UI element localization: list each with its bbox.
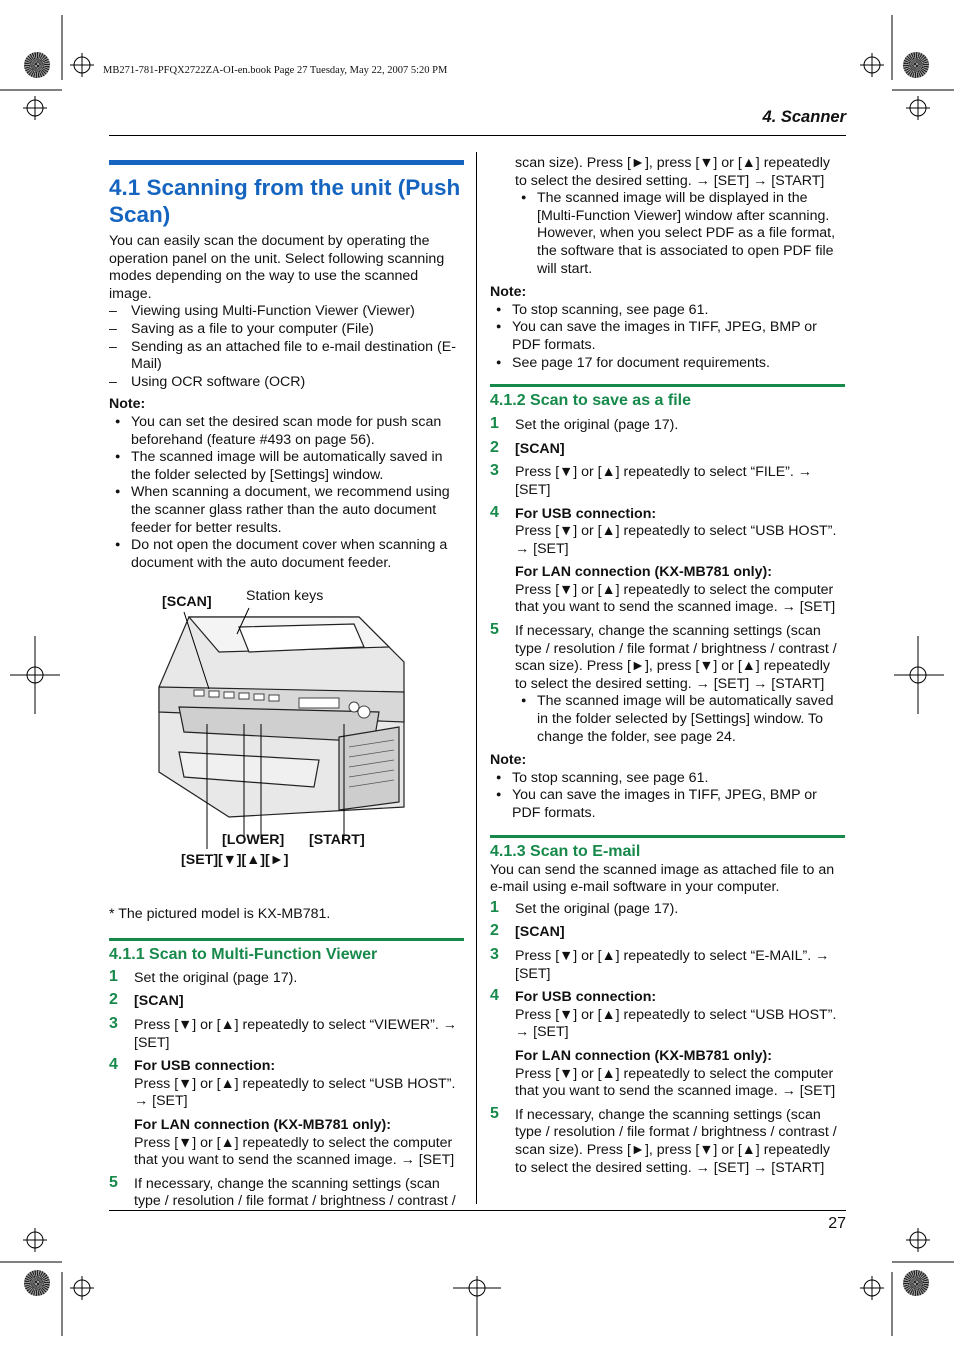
- step: [109, 967, 464, 988]
- step-number: 4: [490, 503, 499, 521]
- step: [490, 438, 845, 459]
- step: [490, 924, 845, 942]
- step: [490, 623, 845, 693]
- intro-text: You can easily scan the document by operating the operation panel on the unit. Select following scanning modes depending on the way to use the scanned image.: [109, 233, 445, 302]
- chapter-title: 4. Scanner: [762, 108, 846, 126]
- step: [109, 993, 464, 1011]
- step-text: Set the original (page 17).: [515, 900, 679, 917]
- step-list: [490, 417, 845, 746]
- step-number: 5: [490, 621, 499, 639]
- print-file-info: MB271-781-PFQX2722ZA-OI-en.book Page 27 Tuesday, May 22, 2007 5:20 PM: [103, 65, 448, 76]
- list-item: – Saving as a file to your computer (File): [109, 321, 464, 339]
- note-item: ● You can set the desired scan mode for push scan beforehand (feature #493 on page 56).: [109, 414, 464, 449]
- step-number: 1: [490, 415, 499, 433]
- right-column: [490, 155, 845, 1177]
- step: [490, 989, 845, 1101]
- step-number: 5: [109, 1173, 118, 1191]
- note-label: Note:: [490, 752, 527, 769]
- step-text: Set the original (page 17).: [134, 969, 298, 986]
- step-number: 3: [490, 462, 499, 480]
- step-number: 1: [109, 967, 118, 985]
- subsection-heading: 4.1.3 Scan to E-mail: [490, 842, 641, 860]
- note-item: ● You can save the images in TIFF, JPEG, BMP or PDF formats.: [490, 787, 845, 822]
- continued-step-text: scan size). Press [►], press [▼] or [▲] repeatedly to select the desired setting. → [SET] → [START]: [515, 155, 830, 189]
- step: [490, 898, 845, 919]
- step-text: Press [▼] or [▲] repeatedly to select “USB HOST”. → [SET]: [515, 1006, 837, 1041]
- step-number: 2: [490, 922, 499, 940]
- label-set-keys: [SET][▼][▲][►]: [181, 852, 289, 869]
- callout-lines: [109, 594, 464, 894]
- step-text: Press [▼] or [▲] repeatedly to select “VIEWER”. → [SET]: [134, 1017, 457, 1051]
- intro-text: You can send the scanned image as attached file to an e-mail using e-mail software in your computer.: [490, 861, 835, 896]
- step-text: [SCAN]: [515, 440, 565, 457]
- step-text: Press [▼] or [▲] repeatedly to select the computer that you want to send the scanned image. → [SET]: [515, 1065, 836, 1100]
- subsection-bar: [490, 835, 845, 838]
- step-bullet: ● The scanned image will be automatically saved in the folder selected by [Settings] window. To change the folder, see page 24.: [515, 693, 845, 746]
- step-text: Press [▼] or [▲] repeatedly to select “USB HOST”. → [SET]: [515, 523, 837, 557]
- step-number: 4: [490, 987, 499, 1005]
- footnote: * The pictured model is KX-MB781.: [109, 906, 331, 923]
- step: [109, 1058, 464, 1170]
- label-station-keys: Station keys: [246, 588, 324, 605]
- step-subtitle: For LAN connection (KX-MB781 only):: [515, 1047, 772, 1064]
- note-item: ● The scanned image will be automatically saved in the folder selected by [Settings] window.: [109, 449, 464, 484]
- step: [490, 1104, 845, 1177]
- list-item: – Viewing using Multi-Function Viewer (Viewer): [109, 303, 464, 321]
- step-number: 1: [490, 898, 499, 916]
- mode-list: [109, 303, 464, 391]
- step-number: 4: [109, 1056, 118, 1074]
- step-number: 2: [490, 438, 499, 456]
- page-number: 27: [828, 1215, 846, 1232]
- step-subtitle: For LAN connection (KX-MB781 only):: [134, 1117, 391, 1134]
- list-item: – Sending as an attached file to e-mail destination (E-Mail): [109, 339, 464, 374]
- note-item: ● See page 17 for document requirements.: [490, 355, 845, 373]
- step: [490, 464, 845, 499]
- step-text: Press [▼] or [▲] repeatedly to select “FILE”. → [SET]: [515, 464, 812, 498]
- column-divider: [476, 152, 477, 1204]
- subsection-heading: 4.1.1 Scan to Multi-Function Viewer: [109, 945, 378, 963]
- step-text: If necessary, change the scanning settings (scan type / resolution / file format / brightness / contrast /: [134, 1175, 456, 1210]
- list-item: – Using OCR software (OCR): [109, 374, 464, 392]
- subsection-bar: [109, 938, 464, 941]
- label-lower-key: [LOWER]: [222, 832, 285, 849]
- note-label: Note:: [109, 396, 146, 413]
- step: [490, 945, 845, 983]
- note-label: Note:: [490, 284, 527, 301]
- step-list: [490, 898, 845, 1177]
- note-item: ● To stop scanning, see page 61.: [490, 302, 845, 320]
- note-item: ● You can save the images in TIFF, JPEG, BMP or PDF formats.: [490, 319, 845, 354]
- label-scan-key: [SCAN]: [162, 594, 212, 611]
- step-list: [109, 967, 464, 1211]
- step-text: If necessary, change the scanning settings (scan type / resolution / file format / brightness / contrast / scan size). Press [►], press [▼] or [▲] repeatedly to select the desired setting. → [SET] → [START]: [515, 623, 837, 692]
- note-item: ● To stop scanning, see page 61.: [490, 770, 845, 788]
- step-text: Press [▼] or [▲] repeatedly to select “E-MAIL”. → [SET]: [515, 947, 830, 982]
- step: [109, 1173, 464, 1211]
- step-bullet: ● The scanned image will be displayed in the [Multi-Function Viewer] window after scanning. However, when you select PDF as a file format, the software that is associated to open PDF file will start.: [515, 190, 845, 278]
- device-diagram: [109, 588, 464, 894]
- left-column: [109, 160, 464, 1211]
- step: [490, 503, 845, 618]
- step-subtitle: For USB connection:: [515, 505, 657, 522]
- step-number: 3: [490, 945, 499, 963]
- step-text: Set the original (page 17).: [515, 417, 679, 434]
- step-number: 3: [109, 1015, 118, 1033]
- step-text: Press [▼] or [▲] repeatedly to select the computer that you want to send the scanned image. → [SET]: [134, 1134, 455, 1169]
- subsection-heading: 4.1.2 Scan to save as a file: [490, 392, 692, 410]
- step-subtitle: For USB connection:: [134, 1058, 276, 1075]
- step-number: 2: [109, 991, 118, 1009]
- section-bar: [109, 160, 464, 165]
- step-subtitle: For USB connection:: [515, 989, 657, 1006]
- note-item: ● When scanning a document, we recommend using the scanner glass rather than the auto document feeder for better results.: [109, 484, 464, 537]
- step-subtitle: For LAN connection (KX-MB781 only):: [515, 564, 772, 581]
- step: [490, 417, 845, 435]
- note-item: ● Do not open the document cover when scanning a document with the auto document feeder.: [109, 537, 464, 572]
- step-text: [SCAN]: [515, 924, 565, 941]
- step-text: Press [▼] or [▲] repeatedly to select the computer that you want to send the scanned image. → [SET]: [515, 581, 836, 616]
- step-text: Press [▼] or [▲] repeatedly to select “USB HOST”. → [SET]: [134, 1075, 456, 1110]
- step-number: 5: [490, 1104, 499, 1122]
- section-heading: 4.1 Scanning from the unit (Push Scan): [109, 175, 461, 227]
- header-rule: [109, 135, 846, 136]
- step: [109, 1017, 464, 1052]
- step-text: [SCAN]: [134, 993, 184, 1010]
- label-start-key: [START]: [309, 832, 365, 849]
- subsection-bar: [490, 384, 845, 387]
- step-text: If necessary, change the scanning settings (scan type / resolution / file format / brightness / contrast / scan size). Press [►], press [▼] or [▲] repeatedly to select the desired setting. → [SET] → [START]: [515, 1106, 837, 1176]
